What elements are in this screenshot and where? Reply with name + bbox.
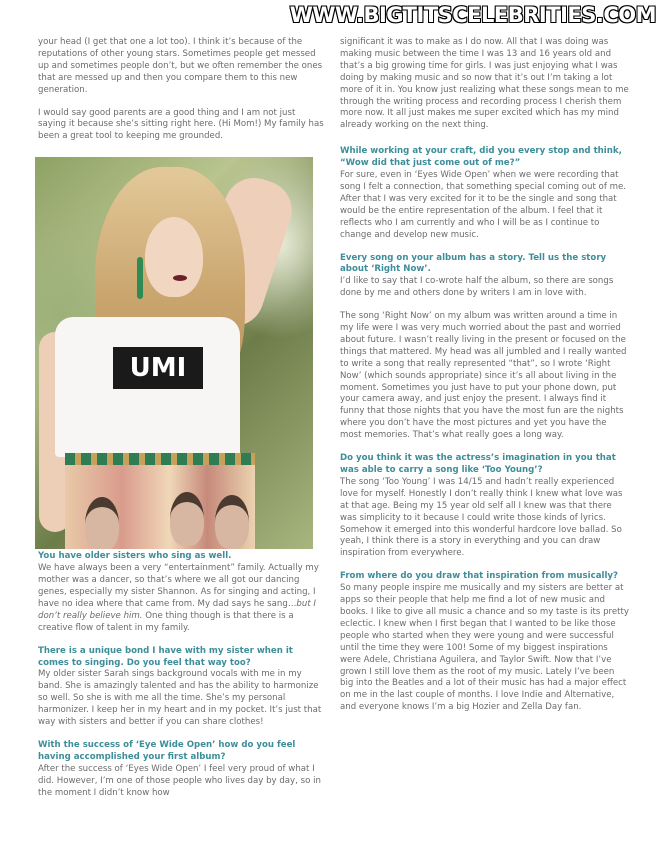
question: Every song on your album has a story. Tell us the story about ‘Right Now’. <box>340 252 607 275</box>
qa-block <box>340 146 630 241</box>
photo-face <box>145 217 203 297</box>
answer: The song ‘Right Now’ on my album was written around a time in my life were I was very much worried about the past and worried about future. I wasn’t really living in the present or focused on the things that mattered. My head was all jumbled and I really wanted to write a song that really represented “that”, so I wrote ‘Right Now’ (which sounds appropriate) since it’s all about living in the moment. Sometimes you just have to put your phone down, put your camera away, and just enjoy the present. I always find it funny that those nights that you have the most fun are the nights where you don’t have the most pictures and yet you have the most memories. That’s what really goes a long way. <box>340 311 627 441</box>
answer: So many people inspire me musically and my sisters are better at apps so their people that help me find a lot of new music and books. I like to give all music a chance and so my taste is its pretty eclectic. I knew when I first began that I wanted to be like those people who started when they were young and were successful until the time they were 100! Some of my biggest inspirations were Adele, Christiana Aguilera, and Taylor Swift. Now that I’ve grown I still love them as the root of my music. Lately I’ve been big into the Beatles and a lot of their music has had a major effect on me in the last couple of months. I love Indie and Alternative, and everyone knows I’m a big Hozier and Zella Day fan. <box>340 583 629 713</box>
photo-earring <box>137 257 143 299</box>
answer: After the success of ‘Eyes Wide Open’ I feel very proud of what I did. However, I’m one of those people who lives day by day, so in the moment I didn’t know how <box>38 763 321 798</box>
left-column <box>38 37 324 810</box>
right-column <box>340 37 630 725</box>
photo-skirt-portrait <box>170 492 204 546</box>
question: While working at your craft, did you every stop and think, “Wow did that just come out of me?” <box>340 146 622 169</box>
qa-block <box>38 740 324 800</box>
photo-shirt-print: UMI <box>113 347 203 389</box>
qa-block <box>38 551 324 634</box>
qa-block <box>340 453 630 560</box>
question: You have older sisters who sing as well. <box>38 551 232 562</box>
answer: I’d like to say that I co-wrote half the album, so there are songs done by me and others done by writers I am in love with. <box>340 276 614 299</box>
intro-paragraph: your head (I get that one a lot too). I think it’s because of the reputations of other young stars. Sometimes people get messed up and sometimes people don’t, but we often remember the ones that are messed up and then you compare them to this new generation. <box>38 37 323 95</box>
question: From where do you draw that inspiration from musically? <box>340 571 618 582</box>
answer-text: We have always been a very “entertainment” family. Actually my mother was a dancer, so that’s where we all got our dancing genes, especially my sister Shannon. As for singing and acting, I have no idea where that came from. My dad says he sang… <box>38 563 319 609</box>
qa-block <box>38 646 324 729</box>
qa-block <box>340 571 630 714</box>
qa-block <box>340 253 630 443</box>
photo-skirt-portrait <box>85 497 119 549</box>
question: Do you think it was the actress’s imagination in you that was able to carry a song like ‘Too Young’? <box>340 453 616 475</box>
photo-belt <box>65 453 255 465</box>
answer: For sure, even in ‘Eyes Wide Open’ when we were recording that song I felt a connection, that something special coming out of me. After that I was very excited for it to be the single and song that would be the entire representation of the album. I feel that it reflects who I am currently and who I will be as I continue to change and develop new music. <box>340 170 626 240</box>
question: There is a unique bond I have with my sister when it comes to singing. Do you feel that way too? <box>38 645 293 668</box>
portrait-photo <box>35 157 313 549</box>
answer-italic: but I don’t really believe him. <box>38 598 316 621</box>
question: With the success of ‘Eye Wide Open’ how do you feel having accomplished your first album? <box>38 739 296 762</box>
intro-paragraph: I would say good parents are a good thing and I am not just saying it because she’s sitting right here. (Hi Mom!) My family has been a great tool to keeping me grounded. <box>38 107 324 142</box>
answer: The song ‘Too Young’ I was 14/15 and hadn’t really experienced love for myself. Honestly I don’t really think I knew what love was at that age. Being my 15 year old self all I knew was that there was simplicity to it because I could write those kinds of lyrics. Somehow it emerged into this wonderful hardcore love ballad. So yeah, I think there is a story in everything and you can draw inspiration from everywhere. <box>340 476 623 559</box>
answer <box>38 563 324 634</box>
answer: My older sister Sarah sings background vocals with me in my band. She is amazingly talented and has the ability to harmonize so well. So she is with me all the time. She’s my personal harmonizer. I keep her in my heart and in my pocket. It’s just that way with sisters and better if you can share clothes! <box>38 669 322 728</box>
answer-text: One thing though is that there is a creative flow of talent in my family. <box>38 610 294 633</box>
watermark: WWW.BIGTITSCELEBRITIES.COM <box>289 3 656 27</box>
intro-paragraph: significant it was to make as I do now. All that I was doing was making music between the time I was 13 and 16 years old and that’s a big growing time for girls. I was just enjoying what I was doing by making music and so now that it’s out I’m taking a lot more of it in. You know just realizing what these songs mean to me through the writing process and recording process I cherish them more now. It all just makes me super excited which has my mind already working on the next thing. <box>340 37 629 131</box>
photo-skirt-portrait <box>215 495 249 549</box>
